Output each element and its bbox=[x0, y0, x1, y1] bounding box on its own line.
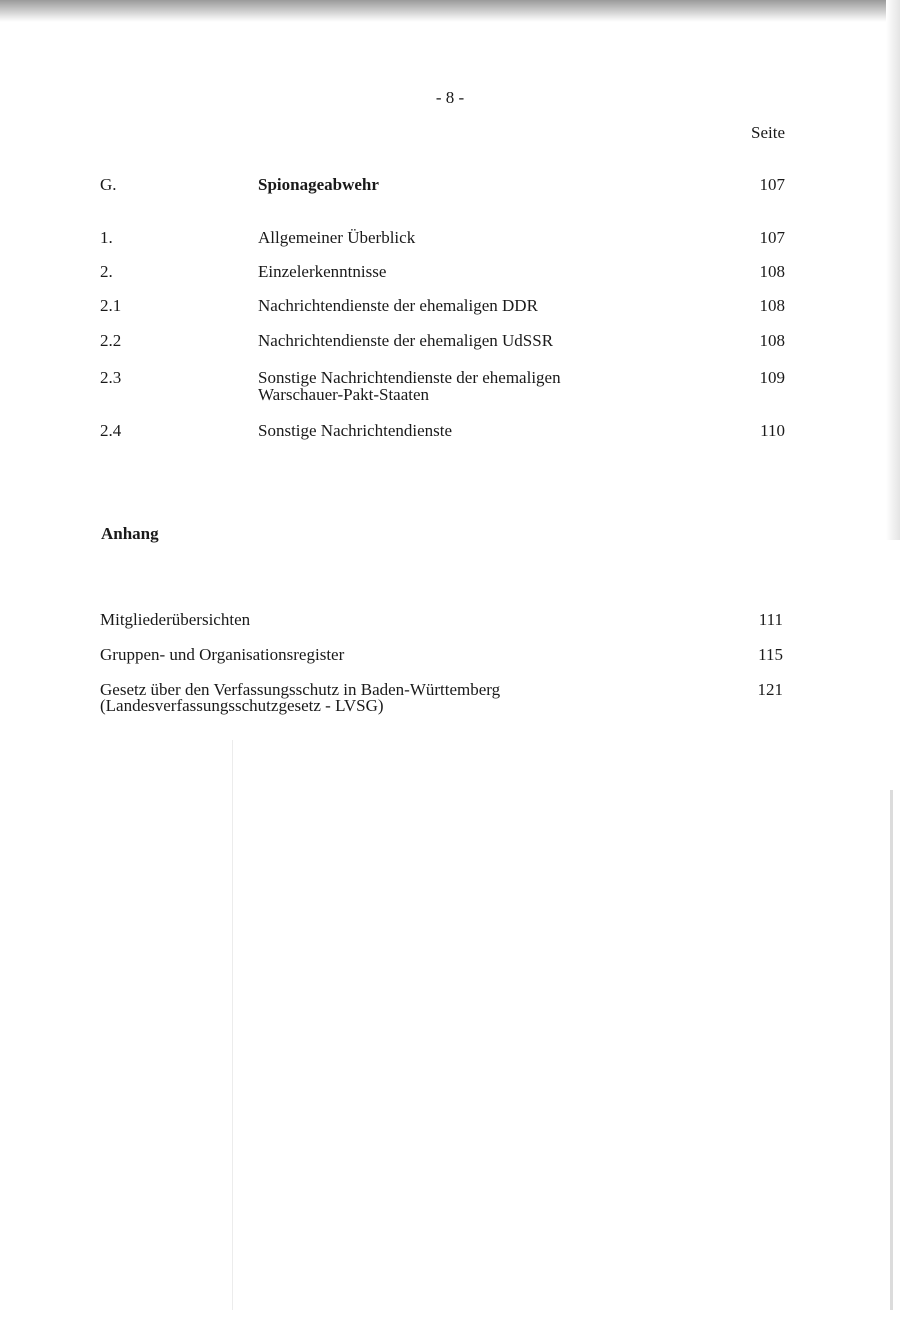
toc-entry-title-line-1: Sonstige Nachrichtendienste der ehemaligen bbox=[258, 368, 561, 387]
scan-artifact-line bbox=[232, 740, 233, 1310]
toc-entry-page: 107 bbox=[759, 228, 785, 247]
section-number: G. bbox=[100, 175, 117, 194]
appendix-entry-page: 121 bbox=[757, 680, 783, 699]
toc-entry-page: 109 bbox=[759, 368, 785, 387]
toc-entry-page: 108 bbox=[759, 296, 785, 315]
toc-entry-number: 2.3 bbox=[100, 368, 122, 387]
page-number: - 8 - bbox=[435, 88, 465, 107]
scan-top-edge bbox=[0, 0, 900, 22]
appendix-heading: Anhang bbox=[101, 524, 159, 543]
section-title: Spionageabwehr bbox=[258, 175, 379, 194]
appendix-entry-title-line-2: (Landesverfassungsschutzgesetz - LVSG) bbox=[100, 696, 384, 715]
appendix-entry-title: Gruppen- und Organisationsregister bbox=[100, 645, 345, 664]
toc-entry-title: Nachrichtendienste der ehemaligen DDR bbox=[258, 296, 538, 315]
toc-entry-number: 2. bbox=[100, 262, 113, 281]
scan-right-edge bbox=[886, 0, 900, 540]
toc-entry-number: 2.1 bbox=[100, 296, 122, 315]
toc-entry-number: 1. bbox=[100, 228, 113, 247]
toc-entry-title: Nachrichtendienste der ehemaligen UdSSR bbox=[258, 331, 554, 350]
toc-entry-title: Sonstige Nachrichtendienste bbox=[258, 421, 453, 440]
appendix-entry-title-line-1: Gesetz über den Verfassungsschutz in Baden-Württemberg bbox=[100, 680, 501, 699]
toc-entry-page: 108 bbox=[759, 331, 785, 350]
toc-entry-page: 108 bbox=[759, 262, 785, 281]
page-column-header: Seite bbox=[751, 123, 785, 142]
toc-entry-title: Allgemeiner Überblick bbox=[258, 228, 416, 247]
toc-entry-number: 2.4 bbox=[100, 421, 122, 440]
toc-entry-title-line-2: Warschauer-Pakt-Staaten bbox=[258, 385, 430, 404]
toc-entry-title: Einzelerkenntnisse bbox=[258, 262, 387, 281]
toc-entry-number: 2.2 bbox=[100, 331, 122, 350]
appendix-entry-page: 111 bbox=[758, 610, 783, 629]
appendix-entry-title: Mitgliederübersichten bbox=[100, 610, 251, 629]
section-page: 107 bbox=[759, 175, 785, 194]
toc-entry-page: 110 bbox=[760, 421, 785, 440]
appendix-entry-page: 115 bbox=[758, 645, 783, 664]
scan-artifact-line bbox=[890, 790, 893, 1310]
